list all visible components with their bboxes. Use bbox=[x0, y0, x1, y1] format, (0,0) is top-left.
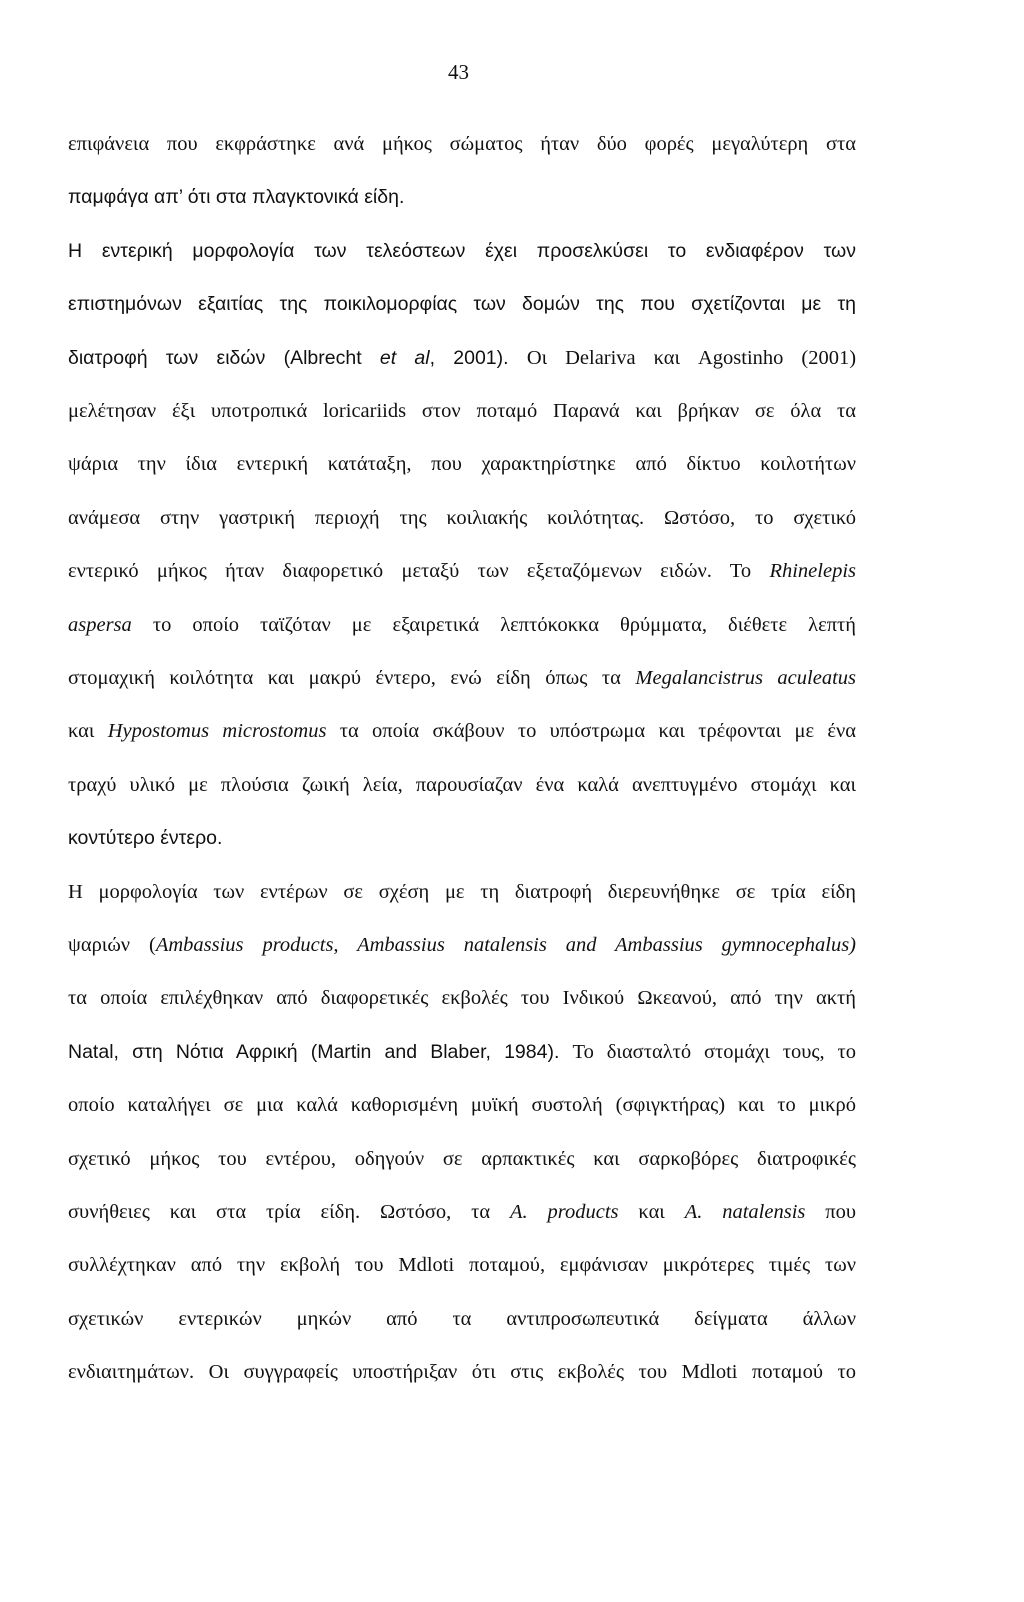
text-segment: τα οποία σκάβουν το υπόστρωμα και τρέφονται με ένα bbox=[326, 720, 856, 743]
text-line bbox=[68, 184, 856, 210]
text-line bbox=[68, 291, 856, 317]
text-segment: και bbox=[68, 720, 108, 743]
italic-text-segment: A. natalensis bbox=[684, 1201, 806, 1223]
text-segment: τα οποία επιλέχθηκαν από διαφορετικές εκβολές του Ινδικού Ωκεανού, από την ακτή bbox=[68, 987, 856, 1010]
text-line bbox=[68, 558, 856, 584]
text-line bbox=[68, 398, 856, 424]
text-segment: τραχύ υλικό με πλούσια ζωική λεία, παρουσίαζαν ένα καλά ανεπτυγμένο στομάχι και bbox=[68, 773, 856, 796]
text-segment: Η εντερική μορφολογία των τελεόστεων έχει προσελκύσει το ενδιαφέρον των bbox=[68, 239, 856, 262]
italic-text-segment: A. products bbox=[510, 1201, 619, 1223]
text-line bbox=[68, 1039, 856, 1065]
text-line bbox=[68, 1199, 856, 1225]
text-segment: συνήθειες και στα τρία είδη. Ωστόσο, τα bbox=[68, 1201, 510, 1223]
text-line bbox=[68, 1359, 856, 1385]
text-line bbox=[68, 238, 856, 264]
italic-text-segment: Hypostomus microstomus bbox=[107, 720, 327, 743]
text-segment: παμφάγα απ’ ότι στα πλαγκτονικά είδη. bbox=[68, 186, 405, 209]
text-segment: σχετικών εντερικών μηκών από τα αντιπροσωπευτικά δείγματα άλλων bbox=[68, 1307, 856, 1330]
text-segment: ψαριών ( bbox=[68, 934, 156, 956]
text-line bbox=[68, 772, 856, 798]
text-line bbox=[68, 718, 856, 744]
text-segment: , 2001). bbox=[429, 346, 527, 369]
text-segment: ψάρια την ίδια εντερική κατάταξη, που χαρακτηρίστηκε από δίκτυο κοιλοτήτων bbox=[68, 453, 856, 476]
text-segment: εντερικό μήκος ήταν διαφορετικό μεταξύ των εξεταζόμενων ειδών. Το bbox=[68, 560, 770, 583]
text-line bbox=[68, 985, 856, 1011]
text-segment: Οι Delariva και Agostinho (2001) bbox=[526, 346, 857, 369]
text-segment: Το διασταλτό στομάχι τους, το bbox=[572, 1040, 856, 1063]
text-line bbox=[68, 1252, 856, 1278]
italic-text-segment: aspersa bbox=[68, 613, 132, 636]
text-line bbox=[68, 932, 856, 958]
text-line bbox=[68, 879, 856, 905]
text-segment: το οποίο ταϊζόταν με εξαιρετικά λεπτόκοκκα θρύμματα, διέθετε λεπτή bbox=[131, 613, 856, 636]
italic-text-segment: Megalancistrus aculeatus bbox=[635, 667, 856, 689]
text-line bbox=[68, 1092, 856, 1118]
text-segment: που bbox=[805, 1201, 857, 1223]
text-segment: οποίο καταλήγει σε μια καλά καθορισμένη μυϊκή συστολή (σφιγκτήρας) και το μικρό bbox=[68, 1094, 856, 1117]
text-segment: επιφάνεια που εκφράστηκε ανά μήκος σώματος ήταν δύο φορές μεγαλύτερη στα bbox=[68, 133, 856, 155]
text-segment: διατροφή των ειδών (Albrecht bbox=[68, 346, 380, 369]
italic-text-segment: Ambassius products, Ambassius natalensis and Ambassius gymnocephalus) bbox=[155, 934, 856, 956]
text-segment: στομαχική κοιλότητα και μακρύ έντερο, ενώ είδη όπως τα bbox=[68, 667, 636, 689]
text-line bbox=[68, 612, 856, 638]
text-line bbox=[68, 505, 856, 531]
text-segment: Natal, στη Νότια Αφρική (Martin and Blaber, 1984). bbox=[68, 1040, 573, 1063]
text-line bbox=[68, 345, 856, 371]
text-line bbox=[68, 451, 856, 477]
text-line bbox=[68, 1146, 856, 1172]
text-segment: ενδιαιτημάτων. Οι συγγραφείς υποστήριξαν ότι στις εκβολές του Mdloti ποταμού το bbox=[68, 1361, 856, 1384]
text-line bbox=[68, 131, 856, 157]
text-segment: ανάμεσα στην γαστρική περιοχή της κοιλιακής κοιλότητας. Ωστόσο, το σχετικό bbox=[68, 506, 856, 529]
text-line bbox=[68, 665, 856, 691]
text-line bbox=[68, 1306, 856, 1332]
text-segment: Η μορφολογία των εντέρων σε σχέση με τη διατροφή διερευνήθηκε σε τρία είδη bbox=[68, 880, 856, 903]
italic-text-segment: Rhinelepis bbox=[769, 560, 856, 583]
text-segment: επιστημόνων εξαιτίας της ποικιλομορφίας των δομών της που σχετίζονται με τη bbox=[68, 293, 856, 316]
text-line bbox=[68, 825, 856, 851]
page-number: 43 bbox=[448, 60, 469, 84]
italic-text-segment: et al bbox=[379, 346, 430, 369]
text-segment: κοντύτερο έντερο. bbox=[68, 827, 223, 850]
text-segment: και bbox=[618, 1201, 685, 1223]
text-segment: συλλέχτηκαν από την εκβολή του Mdloti ποταμού, εμφάνισαν μικρότερες τιμές των bbox=[68, 1254, 856, 1277]
text-segment: μελέτησαν έξι υποτροπικά loricariids στον ποταμό Παρανά και βρήκαν σε όλα τα bbox=[68, 400, 856, 422]
text-segment: σχετικό μήκος του εντέρου, οδηγούν σε αρπακτικές και σαρκοβόρες διατροφικές bbox=[68, 1147, 856, 1170]
